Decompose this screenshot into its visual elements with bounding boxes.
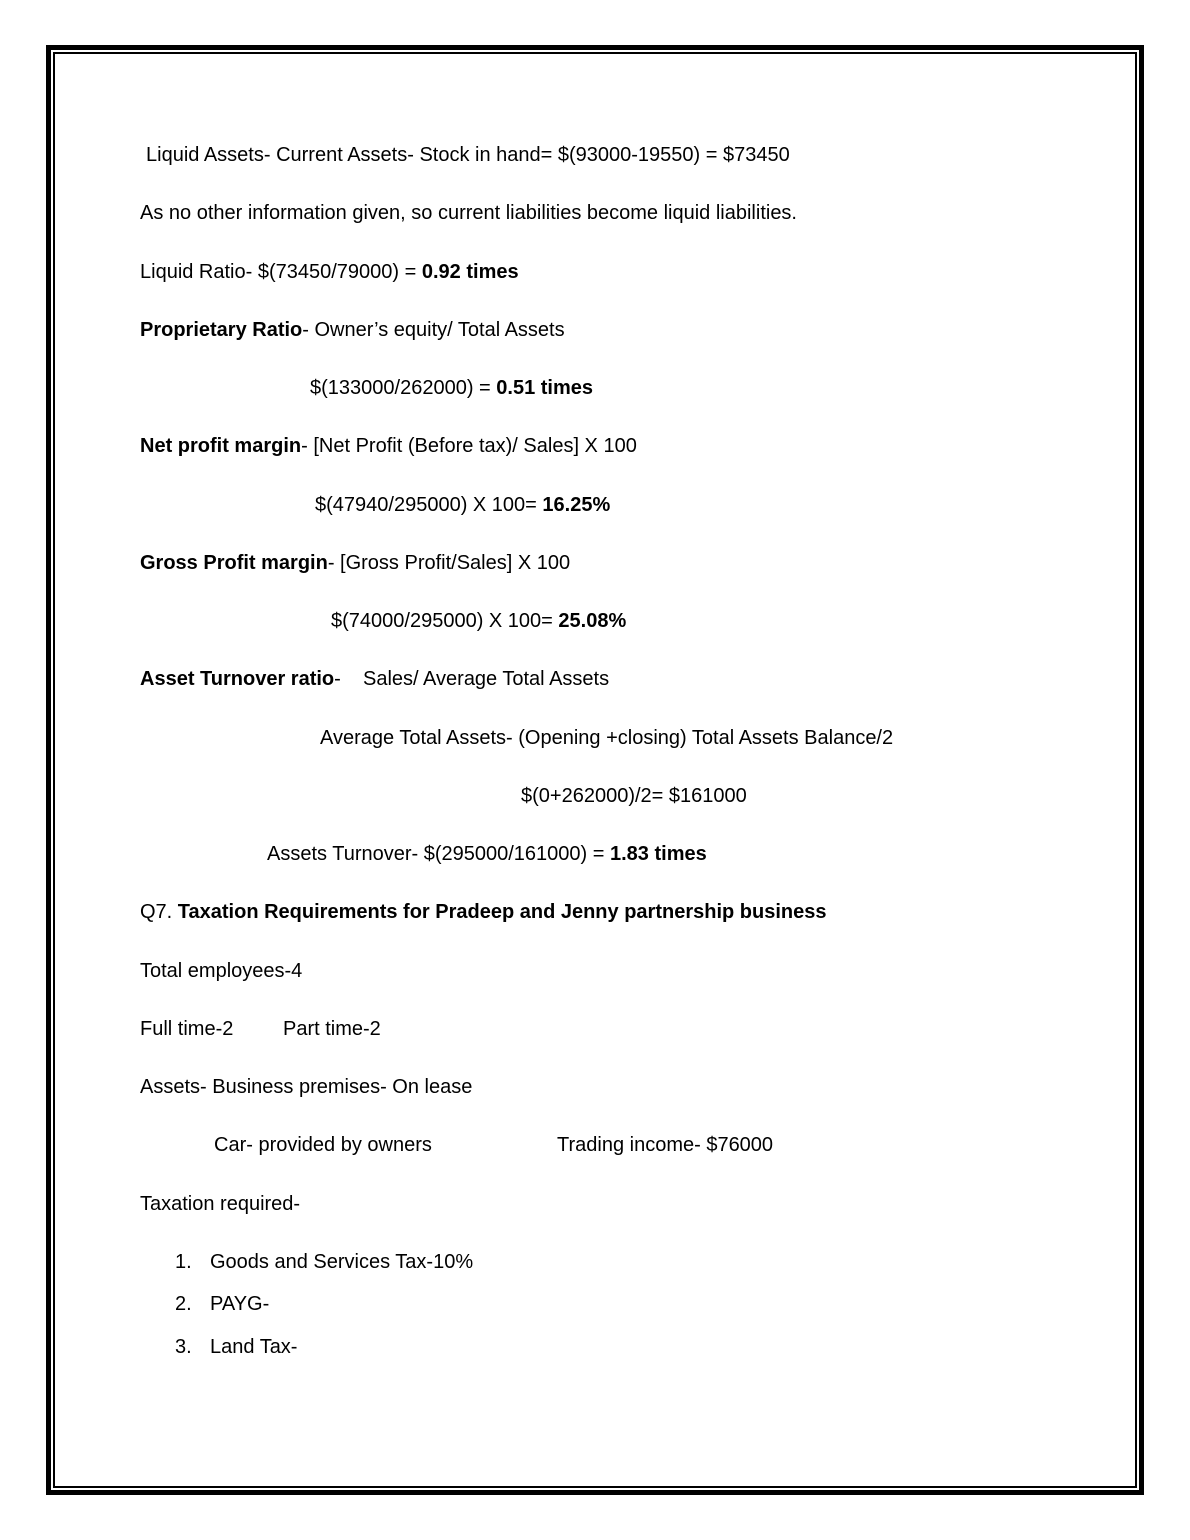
business-premises-line [140,1075,472,1099]
net-profit-margin-formula: $(47940/295000) X 100= [315,494,543,516]
list-number-1: 1. [175,1251,192,1273]
list-item-land-tax: Land Tax- [210,1336,298,1358]
proprietary-ratio-definition: - Owner’s equity/ Total Assets [302,319,565,341]
full-time-text: Full time-2 [140,1018,234,1040]
liquid-assets-line [146,143,790,167]
liquid-liabilities-note [140,201,797,225]
gross-profit-margin-result: 25.08% [558,610,627,632]
average-total-assets-calc [521,784,747,808]
gross-profit-margin-calc [331,609,626,633]
asset-turnover-heading: Asset Turnover ratio [140,668,335,690]
list-item-payg: PAYG- [210,1293,270,1315]
q7-title: Taxation Requirements for Pradeep and Jenny partnership business [177,901,827,923]
taxation-required-text: Taxation required- [140,1193,301,1215]
net-profit-margin-line [140,434,637,458]
liquid-ratio-formula: Liquid Ratio- $(73450/79000) = [140,261,422,283]
proprietary-ratio-heading: Proprietary Ratio [140,319,303,341]
asset-turnover-definition: - Sales/ Average Total Assets [334,668,610,690]
average-total-assets-line [320,726,893,750]
asset-turnover-line [140,667,609,691]
gross-profit-margin-formula: $(74000/295000) X 100= [331,610,559,632]
liquid-liabilities-text: As no other information given, so current liabilities become liquid liabilities. [140,202,797,224]
business-premises-text: Assets- Business premises- On lease [140,1076,473,1098]
part-time-text: Part time-2 [283,1018,381,1040]
gross-profit-margin-definition: - [Gross Profit/Sales] X 100 [327,552,571,574]
assets-turnover-formula: Assets Turnover- $(295000/161000) = [267,843,610,865]
trading-income-text: Trading income- $76000 [557,1134,774,1156]
proprietary-ratio-line [140,318,565,342]
assets-turnover-result: 1.83 times [610,843,707,865]
net-profit-margin-result: 16.25% [542,494,611,516]
gross-profit-margin-line [140,551,570,575]
proprietary-ratio-calc [310,376,593,400]
assets-turnover-calc [267,842,707,866]
net-profit-margin-heading: Net profit margin [140,435,302,457]
liquid-ratio-line [140,260,519,284]
q7-label: Q7. [140,901,178,923]
list-number-3: 3. [175,1336,192,1358]
gross-profit-margin-heading: Gross Profit margin [140,552,328,574]
q7-heading-line [140,900,826,924]
list-item-gst: Goods and Services Tax-10% [210,1251,474,1273]
average-total-assets-text: Average Total Assets- (Opening +closing) Total Assets Balance/2 [320,727,894,749]
average-total-assets-formula: $(0+262000)/2= $161000 [521,785,747,807]
car-provided-text: Car- provided by owners [214,1134,432,1156]
total-employees-line [140,959,302,983]
total-employees-text: Total employees-4 [140,960,303,982]
liquid-ratio-result: 0.92 times [421,261,519,283]
proprietary-ratio-formula: $(133000/262000) = [310,377,497,399]
net-profit-margin-definition: - [Net Profit (Before tax)/ Sales] X 100 [301,435,637,457]
list-number-2: 2. [175,1293,192,1315]
proprietary-ratio-result: 0.51 times [496,377,594,399]
net-profit-margin-calc [315,493,610,517]
liquid-assets-text: Liquid Assets- Current Assets- Stock in hand= $(93000-19550) = $73450 [146,144,790,166]
taxation-required-line [140,1192,300,1216]
